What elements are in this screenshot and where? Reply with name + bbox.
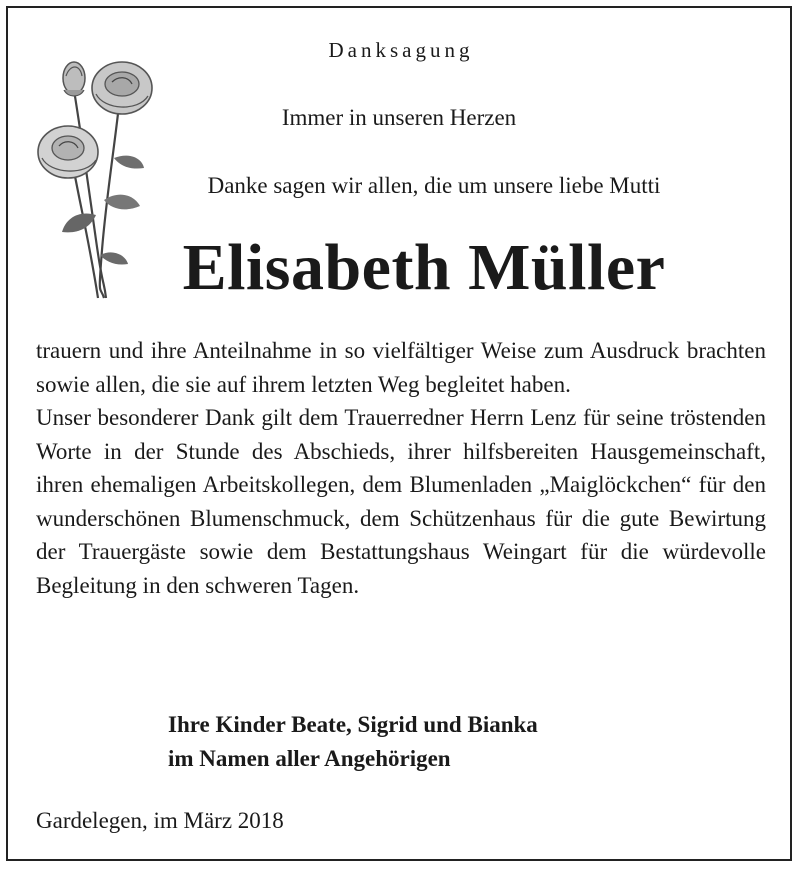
motto: Immer in unseren Herzen (281, 105, 517, 130)
intro-text: Danke sagen wir allen, die um unsere liebe Mutti (207, 173, 661, 198)
signature-line-2: im Namen aller Angehörigen (168, 746, 451, 771)
signature-block (168, 708, 538, 776)
heading: Danksagung (328, 38, 474, 62)
signature-line-1: Ihre Kinder Beate, Sigrid und Bianka (168, 712, 538, 737)
body-paragraph-1: trauern und ihre Anteilnahme in so vielfältiger Weise zum Ausdruck brachten sowie allen, die sie auf ihrem letzten Weg begleitet haben. (36, 338, 766, 397)
place-date: Gardelegen, im März 2018 (36, 808, 284, 833)
body-text (36, 334, 766, 602)
body-paragraph-2: Unser besonderer Dank gilt dem Trauerredner Herrn Lenz für seine tröstenden Worte in der Stunde des Abschieds, ihrer hilfsbereiten Hausgemeinschaft, ihren ehemaligen Arbeitskollegen, dem Blumenladen „Maiglöckchen“ für den wunderschönen Blumenschmuck, dem Schützenhaus für die gute Bewirtung der Trauergäste sowie dem Bestattungshaus Weingart für die würdevolle Begleitung in den schweren Tagen. (36, 405, 766, 598)
deceased-name: Elisabeth Müller (182, 231, 666, 304)
obituary-card (6, 6, 792, 861)
